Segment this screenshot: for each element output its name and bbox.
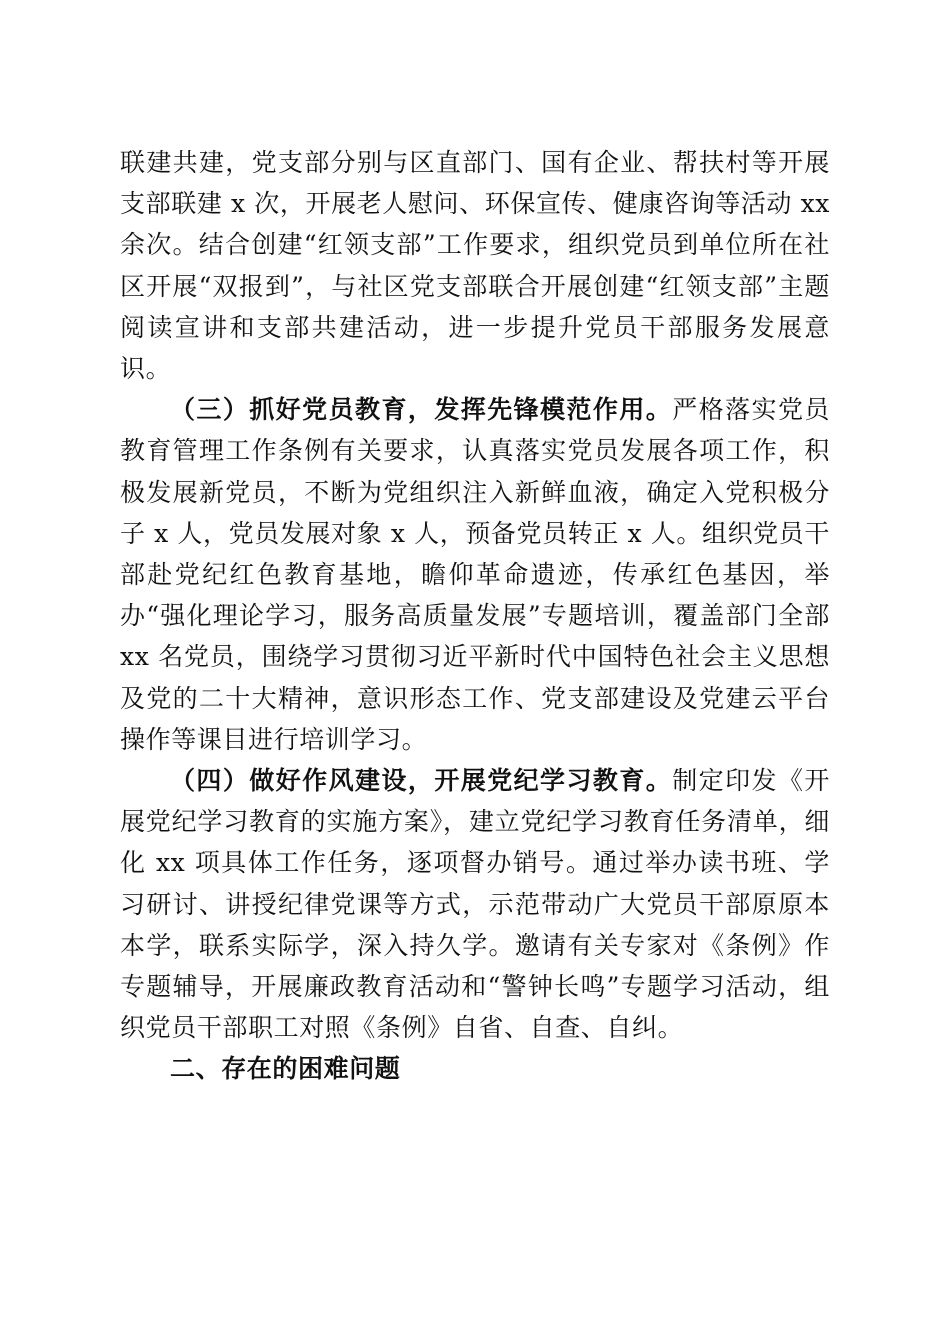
paragraph-text: 严格落实党员教育管理工作条例有关要求，认真落实党员发展各项工作，积极发展新党员，不断为党组织注入新鲜血液，确定入党积极分子 x 人，党员发展对象 x 人，预备党员转正 x 人。组织党员干部赴党纪红色教育基地，瞻仰革命遗迹，传承红色基因，举办“强化理论学习，服务高质量发展”专题培训，覆盖部门全部 xx 名党员，围绕学习贯彻习近平新时代中国特色社会主义思想及党的二十大精神，意识形态工作、党支部建设及党建云平台操作等课目进行培训学习。: [120, 395, 830, 754]
paragraph-lead-heading: （三）抓好党员教育，发挥先锋模范作用。: [170, 395, 673, 425]
document-body: [120, 142, 830, 1090]
paragraph-continuation: [120, 142, 830, 389]
paragraph-text: 联建共建，党支部分别与区直部门、国有企业、帮扶村等开展支部联建 x 次，开展老人慰问、环保宣传、健康咨询等活动 xx 余次。结合创建“红领支部”工作要求，组织党员到单位所在社区开展“双报到”，与社区党支部联合开展创建“红领支部”主题阅读宣讲和支部共建活动，进一步提升党员干部服务发展意识。: [120, 148, 830, 384]
paragraph-work-style: [120, 760, 830, 1048]
paragraph-party-member-education: [120, 389, 830, 760]
section-heading: 二、存在的困难问题: [170, 1054, 401, 1084]
paragraph-text: 制定印发《开展党纪学习教育的实施方案》，建立党纪学习教育任务清单，细化 xx 项具体工作任务，逐项督办销号。通过举办读书班、学习研讨、讲授纪律党课等方式，示范带动广大党员干部原原本本学，联系实际学，深入持久学。邀请有关专家对《条例》作专题辅导，开展廉政教育活动和“警钟长鸣”专题学习活动，组织党员干部职工对照《条例》自省、自查、自纠。: [120, 766, 830, 1043]
paragraph-lead-heading: （四）做好作风建设，开展党纪学习教育。: [170, 766, 673, 796]
